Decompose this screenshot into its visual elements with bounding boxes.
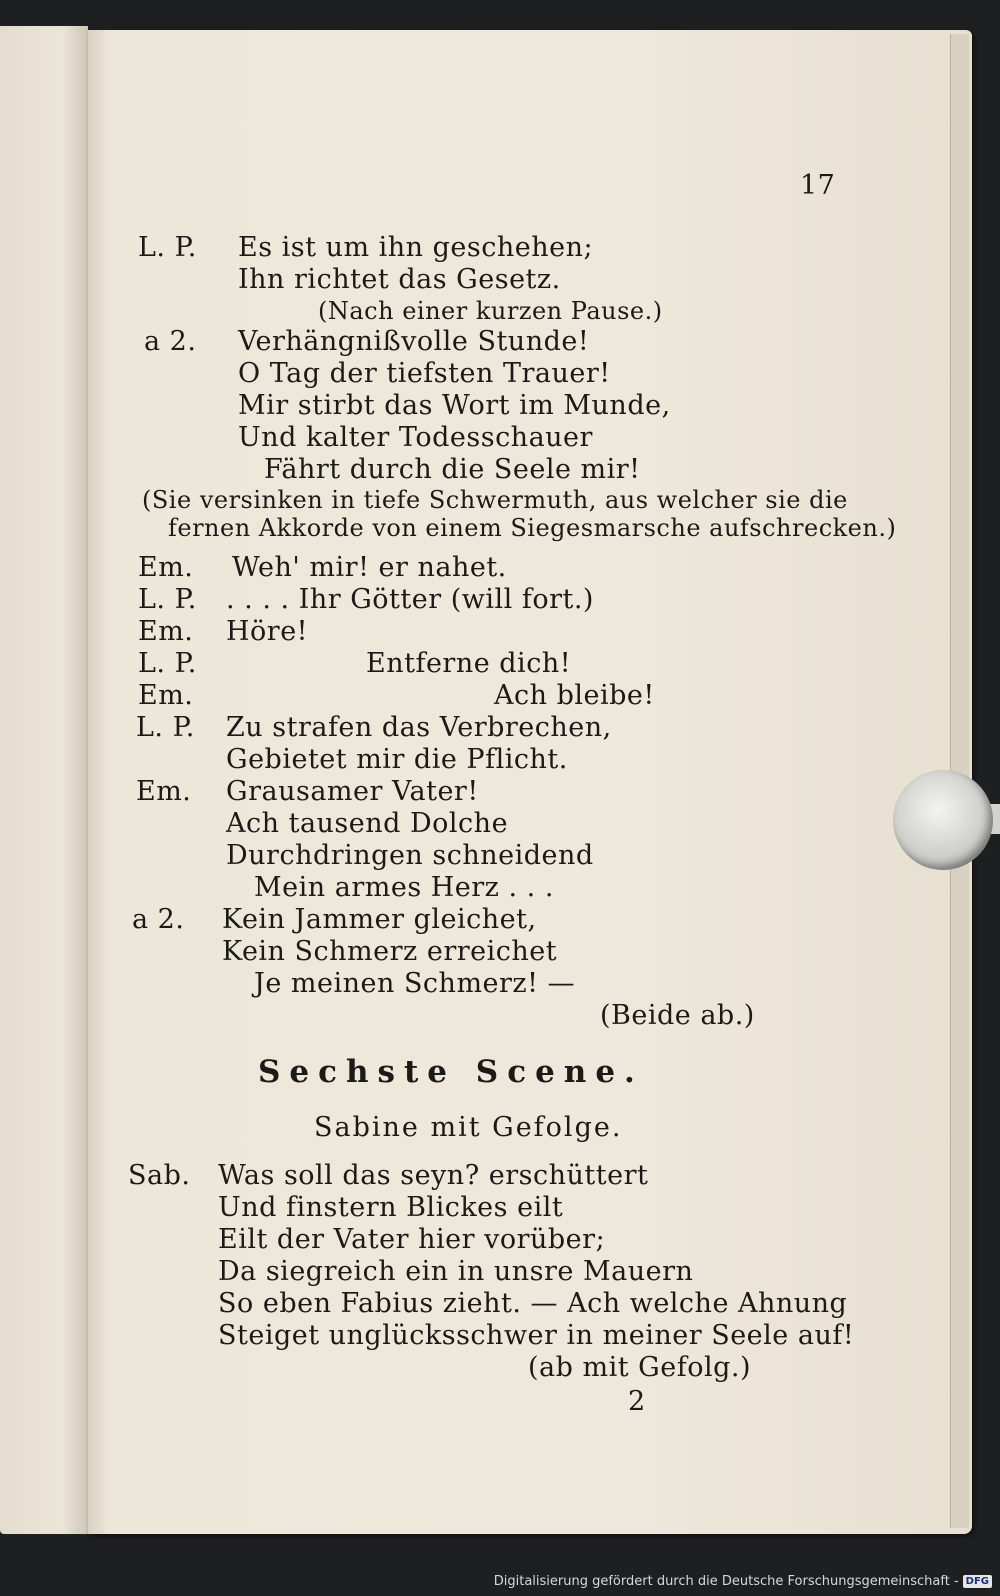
- verse-line: Es ist um ihn geschehen;: [238, 232, 594, 263]
- speaker-label: a 2.: [132, 904, 185, 935]
- speaker-label: L. P.: [138, 584, 197, 615]
- stage-direction: (Sie versinken in tiefe Schwermuth, aus welcher sie die: [142, 486, 848, 514]
- stage-direction: (Beide ab.): [600, 1000, 755, 1031]
- verse-line: Ach bleibe!: [494, 680, 655, 711]
- verse-line: Weh' mir! er nahet.: [232, 552, 507, 583]
- verse-line: . . . . Ihr Götter (will fort.): [226, 584, 594, 615]
- verse-line: Je meinen Schmerz! —: [254, 968, 576, 999]
- speaker-label: Em.: [136, 776, 192, 807]
- scene-subheading: Sabine mit Gefolge.: [314, 1112, 623, 1143]
- verse-line: Entferne dich!: [366, 648, 572, 679]
- left-page-edge: [0, 26, 88, 1534]
- verse-line: Mein armes Herz . . .: [254, 872, 554, 903]
- verse-line: Da siegreich ein in unsre Mauern: [218, 1256, 694, 1287]
- verse-line: Kein Schmerz erreichet: [222, 936, 558, 967]
- speaker-label: L. P.: [138, 648, 197, 679]
- verse-line: So eben Fabius zieht. — Ach welche Ahnung: [218, 1288, 848, 1319]
- speaker-label: Em.: [138, 680, 194, 711]
- verse-line: O Tag der tiefsten Trauer!: [238, 358, 611, 389]
- speaker-label: Sab.: [128, 1160, 191, 1191]
- verse-line: Ihn richtet das Gesetz.: [238, 264, 561, 295]
- stage-direction: (ab mit Gefolg.): [528, 1352, 751, 1383]
- footer-text: Digitalisierung gefördert durch die Deutsche Forschungsgemeinschaft -: [493, 1573, 959, 1589]
- digitization-footer: [494, 1572, 992, 1590]
- speaker-label: Em.: [138, 552, 194, 583]
- verse-line: Gebietet mir die Pflicht.: [226, 744, 568, 775]
- verse-line: Durchdringen schneidend: [226, 840, 594, 871]
- verse-line: Und kalter Todesschauer: [238, 422, 593, 453]
- scene-heading: Sechste Scene.: [258, 1054, 644, 1090]
- verse-line: Verhängnißvolle Stunde!: [238, 326, 590, 357]
- signature-mark: 2: [628, 1386, 646, 1417]
- page-number: 17: [800, 170, 836, 201]
- verse-line: Grausamer Vater!: [226, 776, 479, 807]
- verse-line: Mir stirbt das Wort im Munde,: [238, 390, 671, 421]
- stage-direction: (Nach einer kurzen Pause.): [318, 297, 663, 325]
- verse-line: Fährt durch die Seele mir!: [264, 454, 641, 485]
- speaker-label: L. P.: [138, 232, 197, 263]
- speaker-label: L. P.: [136, 712, 195, 743]
- page-clip: [893, 770, 993, 870]
- verse-line: Steiget unglücksschwer in meiner Seele auf!: [218, 1320, 855, 1351]
- verse-line: Ach tausend Dolche: [226, 808, 509, 839]
- verse-line: Was soll das seyn? erschüttert: [218, 1160, 649, 1191]
- verse-line: Eilt der Vater hier vorüber;: [218, 1224, 606, 1255]
- speaker-label: a 2.: [144, 326, 197, 357]
- stage-direction: fernen Akkorde von einem Siegesmarsche aufschrecken.): [168, 514, 897, 542]
- speaker-label: Em.: [138, 616, 194, 647]
- verse-line: Und finstern Blickes eilt: [218, 1192, 564, 1223]
- verse-line: Zu strafen das Verbrechen,: [226, 712, 612, 743]
- dfg-logo: DFG: [963, 1575, 992, 1588]
- verse-line: Höre!: [226, 616, 309, 647]
- verse-line: Kein Jammer gleichet,: [222, 904, 537, 935]
